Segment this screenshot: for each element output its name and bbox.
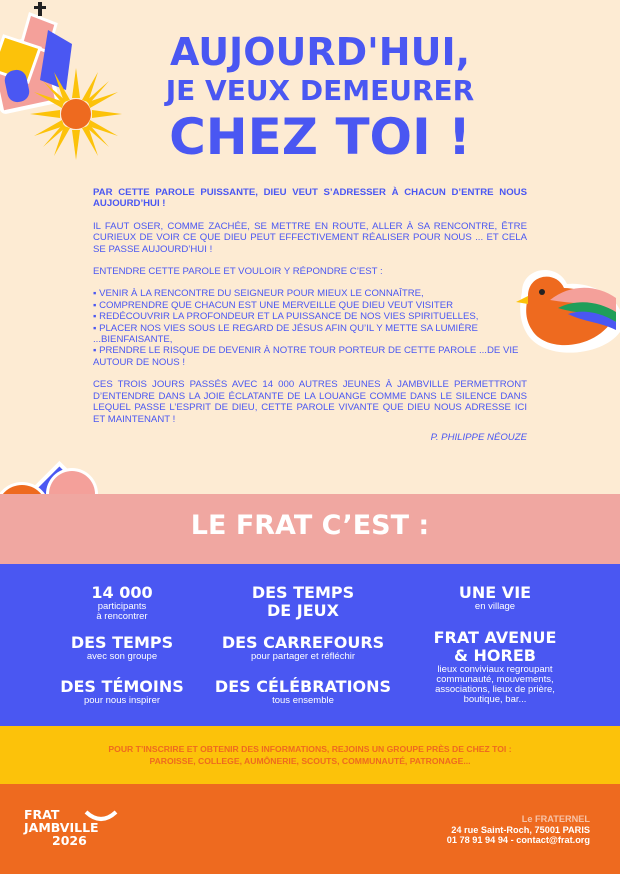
- intro-bullet-list: [93, 288, 527, 368]
- signup-line-2: PAROISSE, COLLEGE, AUMÔNERIE, SCOUTS, COMMUNAUTÉ, PATRONAGE...: [149, 756, 471, 766]
- list-item: ▪ VENIR À LA RENCONTRE DU SEIGNEUR POUR MIEUX LE CONNAÎTRE,: [93, 288, 424, 300]
- org-street: 24 rue Saint-Roch, 75001 PARIS: [451, 824, 590, 835]
- intro-paragraph-2: ENTENDRE CETTE PAROLE ET VOULOIR Y RÉPONDRE C’EST :: [93, 266, 383, 278]
- feature-title: UNE VIE: [458, 583, 532, 602]
- intro-paragraph-3: CES TROIS JOURS PASSÉS AVEC 14 000 AUTRES JEUNES À JAMBVILLE PERMETTRONT D’ENTENDRE DANS LA JOIE ÉCLATANTE DE LA LOUANGE COMME DANS LE SILENCE DANS LEQUEL PASSE L’ESPRIT DE DIEU, CETTE PAROLE VIVANTE QUE DIEU NOUS ADRESSE ICI ET MAINTENANT !: [93, 379, 527, 425]
- logo-line-3: 2026: [52, 833, 87, 848]
- feature-subtitle: lieux conviviaux regroupant communauté, mouvements, associations, lieux de prière, boutique, bar...: [435, 664, 555, 705]
- feature-games: [208, 584, 398, 620]
- feature-participants: [27, 584, 217, 622]
- feature-subtitle: pour nous inspirer: [83, 695, 161, 706]
- feature-carrefours: [208, 634, 398, 662]
- feature-group-time: [27, 634, 217, 662]
- feature-subtitle: participants à rencontrer: [96, 601, 148, 622]
- logo-line-1: FRAT: [24, 807, 60, 822]
- signature: P. PHILIPPE NÉOUZE: [430, 431, 527, 443]
- footer: [0, 784, 620, 874]
- title-line-2: JE VEUX DEMEURER: [165, 74, 475, 107]
- frat-heading-band: [0, 494, 620, 564]
- feature-subtitle: tous ensemble: [272, 695, 334, 706]
- sun-icon: [30, 68, 122, 160]
- feature-title: DES TEMPS: [70, 633, 174, 652]
- list-item: ▪ COMPRENDRE QUE CHACUN EST UNE MERVEILLE QUE DIEU VEUT VISITER: [93, 299, 454, 311]
- feature-title: DES TEMPS DE JEUX: [251, 583, 355, 620]
- frat-features: [0, 564, 620, 726]
- signup-band: [0, 726, 620, 784]
- list-item: ▪ REDÉCOUVRIR LA PROFONDEUR ET LA PUISSANCE DE NOS VIES SPIRITUELLES,: [93, 311, 479, 323]
- title-line-1: AUJOURD'HUI,: [169, 30, 471, 74]
- intro-text: [93, 187, 527, 454]
- feature-witnesses: [27, 678, 217, 706]
- address-block: [447, 814, 590, 846]
- frat-heading: LE FRAT C’EST :: [190, 510, 430, 541]
- org-contact: 01 78 91 94 94 - contact@frat.org: [446, 835, 590, 845]
- feature-title: DES CÉLÉBRATIONS: [214, 677, 392, 696]
- org-name: Le FRATERNEL: [521, 814, 590, 824]
- list-item: ▪ PRENDRE LE RISQUE DE DEVENIR À NOTRE TOUR PORTEUR DE CETTE PAROLE ...DE VIE AUTOUR DE NOUS !: [93, 345, 519, 368]
- frat-jambville-logo: [24, 808, 99, 847]
- feature-avenue-horeb: [385, 629, 605, 705]
- feature-subtitle: pour partager et réfléchir: [250, 651, 356, 662]
- logo-line-2: JAMBVILLE: [24, 820, 99, 835]
- signup-line-1: POUR T’INSCRIRE ET OBTENIR DES INFORMATIONS, REJOINS UN GROUPE PRÈS DE CHEZ TOI :: [108, 744, 512, 754]
- bird-illustration: [512, 262, 620, 362]
- intro-lead: PAR CETTE PAROLE PUISSANTE, DIEU VEUT S’ADRESSER À CHACUN D’ENTRE NOUS AUJOURD’HUI !: [93, 187, 527, 210]
- feature-title: DES CARREFOURS: [221, 633, 385, 652]
- feature-subtitle: avec son groupe: [86, 651, 158, 662]
- feature-village: [400, 584, 590, 612]
- feature-celebrations: [198, 678, 408, 706]
- smile-icon: [84, 810, 118, 824]
- intro-paragraph-1: IL FAUT OSER, COMME ZACHÉE, SE METTRE EN ROUTE, ALLER À SA RENCONTRE, ÊTRE CURIEUX DE VOIR CE QUE DIEU PEUT EFFECTIVEMENT RÉALISER POUR NOUS ... ET CELA SE PASSE AUJOURD’HUI !: [93, 220, 527, 255]
- feature-title: 14 000: [91, 583, 153, 602]
- feature-title: FRAT AVENUE & HOREB: [433, 628, 557, 665]
- title-line-3: CHEZ TOI !: [169, 108, 471, 166]
- feature-title: DES TÉMOINS: [60, 677, 184, 696]
- list-item: ▪ PLACER NOS VIES SOUS LE REGARD DE JÉSUS AFIN QU’IL Y METTE SA LUMIÈRE ...BIENFAISANTE,: [93, 322, 478, 346]
- feature-subtitle: en village: [474, 601, 516, 612]
